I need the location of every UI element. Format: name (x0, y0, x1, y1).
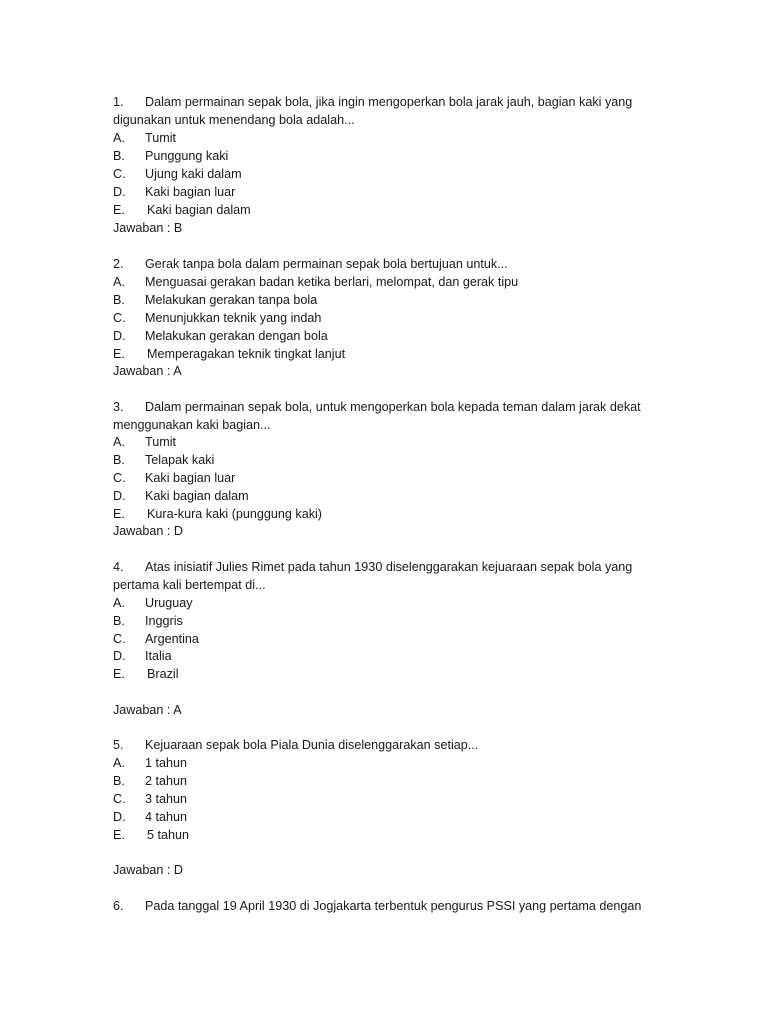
option-text: Punggung kaki (145, 149, 229, 163)
option-e (113, 505, 322, 523)
option-b (113, 772, 187, 790)
option-a (113, 754, 187, 772)
option-text: Kaki bagian luar (145, 185, 236, 199)
answer-line: Jawaban : D (113, 863, 184, 877)
option-a (113, 129, 176, 147)
option-text: Tumit (145, 131, 177, 145)
option-text: Argentina (145, 632, 199, 646)
option-e (113, 201, 251, 219)
option-a (113, 273, 518, 291)
option-e (113, 826, 189, 844)
option-text: Kaki bagian luar (145, 471, 236, 485)
question-4-line-1 (113, 558, 632, 576)
option-d (113, 647, 172, 665)
option-e (113, 665, 179, 683)
option-label: B. (113, 293, 125, 307)
question-text: digunakan untuk menendang bola adalah... (113, 113, 355, 127)
option-d (113, 327, 328, 345)
option-label: A. (113, 131, 125, 145)
option-c (113, 165, 242, 183)
option-text: Tumit (145, 435, 177, 449)
answer-line: Jawaban : A (113, 703, 182, 717)
option-text: Kaki bagian dalam (147, 203, 251, 217)
question-text: Gerak tanpa bola dalam permainan sepak bola bertujuan untuk... (145, 257, 508, 271)
option-label: E. (113, 828, 125, 842)
option-e (113, 345, 345, 363)
option-b (113, 612, 183, 630)
option-label: C. (113, 632, 126, 646)
option-text: Ujung kaki dalam (145, 167, 242, 181)
question-6-line-1 (113, 897, 641, 915)
option-text: 5 tahun (147, 828, 190, 842)
option-text: Inggris (145, 614, 183, 628)
option-c (113, 630, 199, 648)
question-4-line-2 (113, 576, 266, 594)
option-d (113, 183, 235, 201)
option-b (113, 291, 317, 309)
option-c (113, 469, 235, 487)
option-label: C. (113, 167, 126, 181)
option-text: Kura-kura kaki (punggung kaki) (147, 507, 323, 521)
question-text: Kejuaraan sepak bola Piala Dunia diselenggarakan setiap... (145, 738, 479, 752)
option-label: B. (113, 614, 125, 628)
answer-line: Jawaban : A (113, 364, 182, 378)
option-text: 3 tahun (145, 792, 188, 806)
option-label: C. (113, 792, 126, 806)
option-label: B. (113, 453, 125, 467)
option-label: C. (113, 311, 126, 325)
question-text: Dalam permainan sepak bola, jika ingin mengoperkan bola jarak jauh, bagian kaki yang (145, 95, 633, 109)
option-label: A. (113, 435, 125, 449)
question-text: Pada tanggal 19 April 1930 di Jogjakarta terbentuk pengurus PSSI yang pertama dengan (145, 899, 642, 913)
question-number: 5. (113, 738, 124, 752)
question-5-line-1 (113, 736, 478, 754)
option-label: E. (113, 203, 125, 217)
question-text: Atas inisiatif Julies Rimet pada tahun 1930 diselenggarakan kejuaraan sepak bola yang (145, 560, 633, 574)
option-text: Melakukan gerakan dengan bola (145, 329, 328, 343)
option-label: B. (113, 149, 125, 163)
option-label: E. (113, 667, 125, 681)
question-1-line-2 (113, 111, 355, 129)
option-text: Kaki bagian dalam (145, 489, 249, 503)
option-d (113, 487, 249, 505)
answer-line: Jawaban : B (113, 221, 183, 235)
option-b (113, 147, 228, 165)
option-a (113, 594, 193, 612)
question-text: menggunakan kaki bagian... (113, 418, 271, 432)
question-3-line-2 (113, 416, 271, 434)
option-text: Memperagakan teknik tingkat lanjut (147, 347, 346, 361)
option-text: Melakukan gerakan tanpa bola (145, 293, 318, 307)
option-label: B. (113, 774, 125, 788)
question-text: Dalam permainan sepak bola, untuk mengoperkan bola kepada teman dalam jarak dekat (145, 400, 641, 414)
option-label: D. (113, 810, 126, 824)
option-text: Uruguay (145, 596, 193, 610)
option-label: D. (113, 489, 126, 503)
option-label: A. (113, 275, 125, 289)
option-text: 4 tahun (145, 810, 188, 824)
option-label: C. (113, 471, 126, 485)
option-a (113, 433, 176, 451)
question-number: 4. (113, 560, 124, 574)
option-text: 1 tahun (145, 756, 188, 770)
option-label: D. (113, 649, 126, 663)
option-text: Italia (145, 649, 172, 663)
option-label: A. (113, 596, 125, 610)
option-label: D. (113, 329, 126, 343)
option-label: E. (113, 507, 125, 521)
question-1-line-1 (113, 93, 632, 111)
option-text: Brazil (147, 667, 179, 681)
option-text: Menunjukkan teknik yang indah (145, 311, 322, 325)
option-c (113, 790, 187, 808)
question-number: 1. (113, 95, 124, 109)
option-text: Telapak kaki (145, 453, 215, 467)
question-number: 6. (113, 899, 124, 913)
option-label: A. (113, 756, 125, 770)
question-text: pertama kali bertempat di... (113, 578, 266, 592)
option-d (113, 808, 187, 826)
option-c (113, 309, 321, 327)
option-label: E. (113, 347, 125, 361)
question-number: 2. (113, 257, 124, 271)
question-2-line-1 (113, 255, 508, 273)
option-b (113, 451, 214, 469)
question-3-line-1 (113, 398, 641, 416)
option-label: D. (113, 185, 126, 199)
question-number: 3. (113, 400, 124, 414)
answer-line: Jawaban : D (113, 524, 184, 538)
option-text: Menguasai gerakan badan ketika berlari, melompat, dan gerak tipu (145, 275, 519, 289)
option-text: 2 tahun (145, 774, 188, 788)
